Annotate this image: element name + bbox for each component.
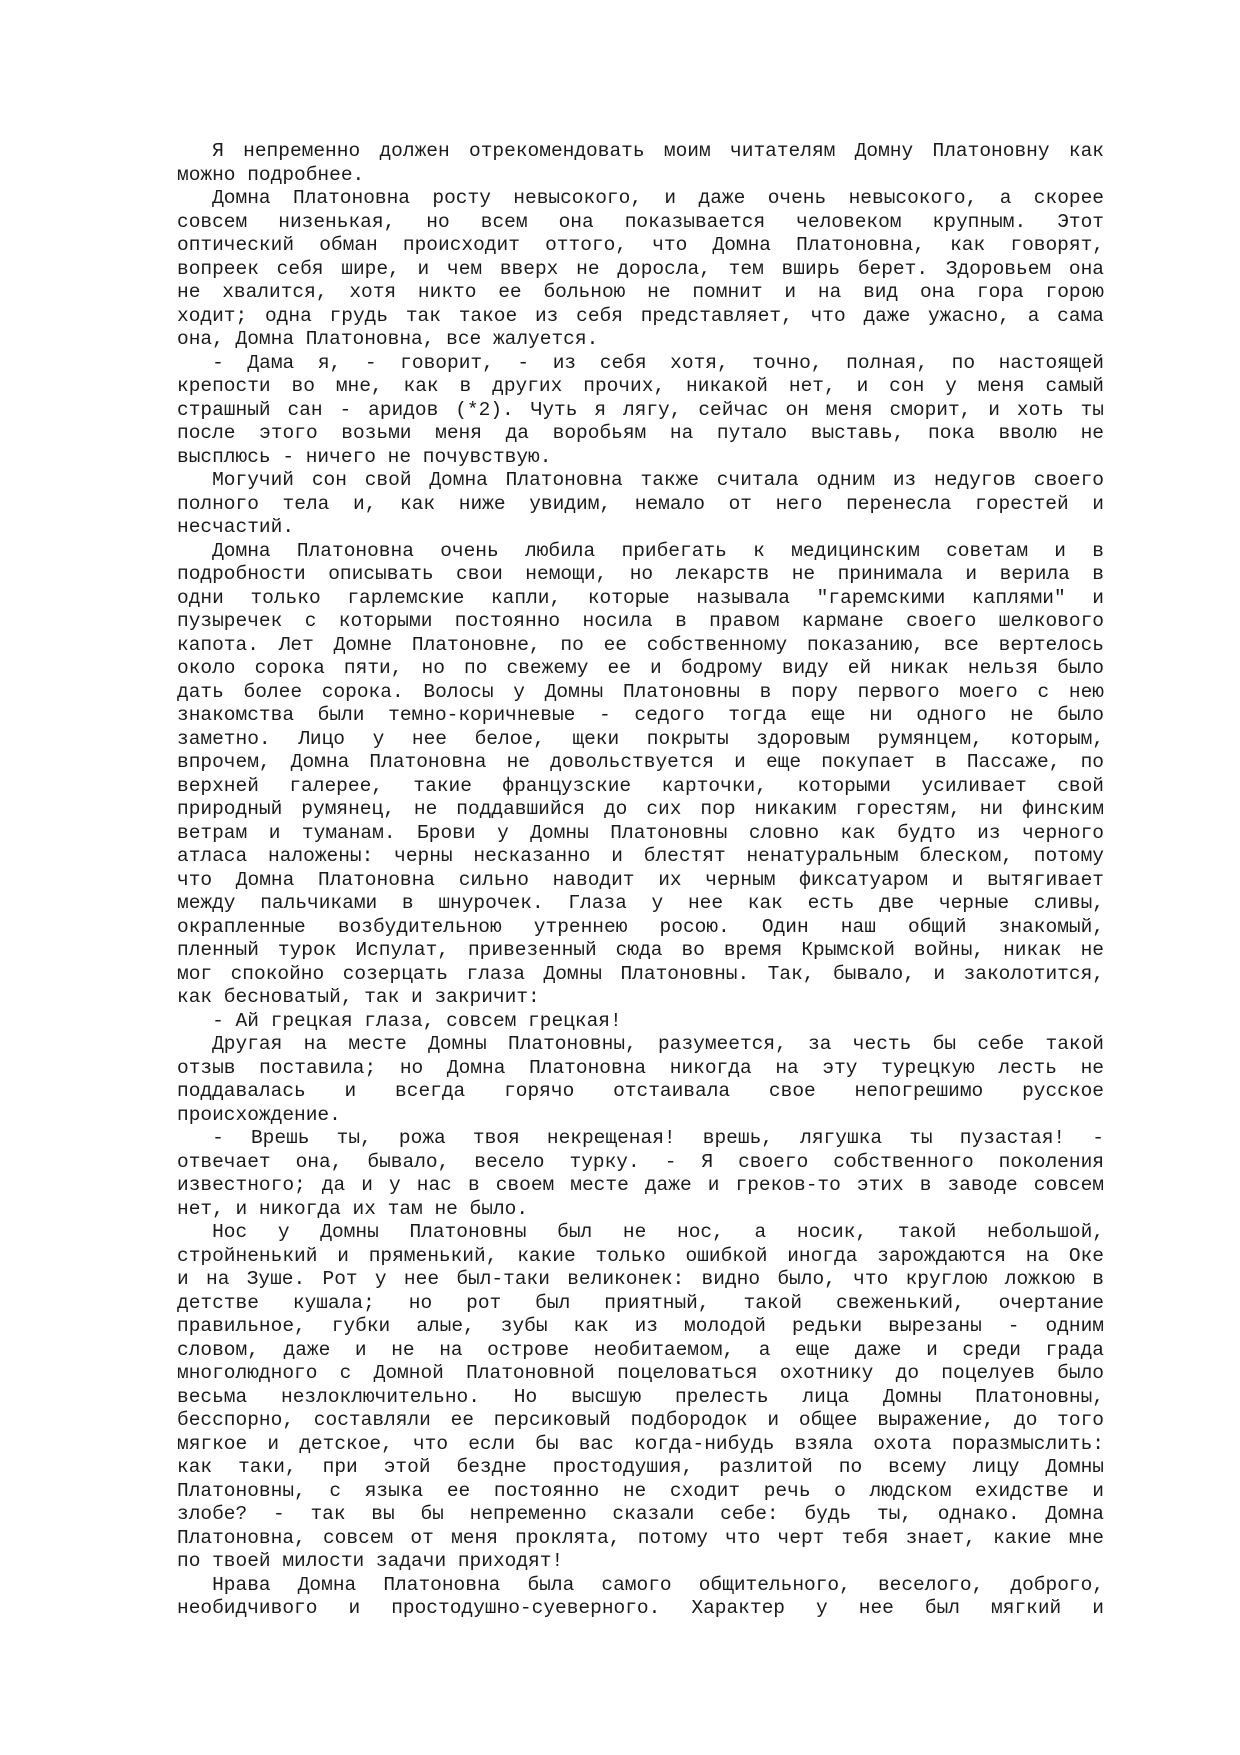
text-line: происхождение.	[177, 1103, 341, 1126]
text-line: весьма незлоключительно. Но высшую прелесть лица Домны Платоновны,	[177, 1385, 1104, 1408]
text-line: полного тела и, как ниже увидим, немало от него перенесла горестей и	[177, 492, 1104, 515]
text-line: оптический обман происходит оттого, что Домна Платоновна, как говорят,	[177, 234, 1104, 256]
text-line: совсем низенькая, но всем она показывается человеком крупным. Этот	[177, 210, 1104, 233]
text-line: бесспорно, составляли ее персиковый подбородок и общее выражение, до того	[177, 1409, 1104, 1431]
text-line: отзыв поставила; но Домна Платоновна никогда на эту турецкую лесть не	[177, 1056, 1104, 1079]
text-line: - Дама я, - говорит, - из себя хотя, точно, полная, по настоящей	[212, 351, 1104, 374]
text-line: Домна Платоновна очень любила прибегать к медицинским советам и в	[212, 539, 1104, 562]
text-line: правильное, губки алые, зубы как из молодой редьки вырезаны - одним	[177, 1315, 1104, 1337]
text-line: многолюдного с Домной Платоновной поцеловаться охотнику до поцелуев было	[177, 1362, 1104, 1384]
text-line: капота. Лет Домне Платоновне, по ее собственному показанию, все вертелось	[177, 633, 1104, 656]
text-line: между пальчиками в шнурочек. Глаза у нее как есть две черные сливы,	[177, 892, 1104, 914]
text-line: знакомства были темно-коричневые - седого тогда еще ни одного не было	[177, 704, 1104, 726]
text-line: около сорока пяти, но по свежему ее и бодрому виду ей никак нельзя было	[177, 657, 1104, 679]
text-line: стройненький и пряменький, какие только ошибкой иногда зарождаются на Оке	[177, 1244, 1104, 1267]
text-line: словом, даже и не на острове необитаемом, а еще даже и среди града	[177, 1338, 1104, 1361]
text-line: Я непременно должен отрекомендовать моим читателям Домну Платоновну как	[212, 140, 1104, 162]
text-line: известного; да и у нас в своем месте даже и греков-то этих в заводе совсем	[177, 1174, 1104, 1196]
text-line: - Ай грецкая глаза, совсем грецкая!	[177, 1009, 622, 1032]
text-line: высплюсь - ничего не почувствую.	[177, 445, 552, 468]
text-line: Платоновна, совсем от меня проклята, потому что черт тебя знает, какие мне	[177, 1526, 1104, 1549]
text-line: атласа наложены: черны несказанно и блестят ненатуральным блеском, потому	[177, 845, 1104, 867]
text-line: крепости во мне, как в других прочих, никакой нет, и сон у меня самый	[177, 375, 1104, 397]
text-line: несчастий.	[177, 516, 295, 538]
text-line: мог спокойно созерцать глаза Домны Платоновны. Так, бывало, и заколотится,	[177, 962, 1104, 985]
text-line: по твоей милости задачи приходят!	[177, 1550, 564, 1572]
text-line: мягкое и детское, что если бы вас когда-нибудь взяла охота поразмыслить:	[177, 1432, 1104, 1455]
text-line: она, Домна Платоновна, все жалуется.	[177, 328, 599, 350]
text-line: можно подробнее.	[177, 163, 365, 186]
text-line: нет, и никогда их там не было.	[177, 1197, 529, 1220]
text-line: ходит; одна грудь так такое из себя представляет, что даже ужасно, а сама	[177, 304, 1104, 327]
text-line: как таки, при этой бездне простодушия, разлитой по всему лицу Домны	[177, 1456, 1104, 1478]
text-line: необидчивого и простодушно-суеверного. Характер у нее был мягкий и	[177, 1597, 1104, 1619]
text-line: Могучий сон свой Домна Платоновна также считала одним из недугов своего	[212, 469, 1104, 491]
text-line: одни только гарлемские капли, которые называла "гаремскими каплями" и	[177, 586, 1104, 609]
text-line: окрапленные возбудительною утреннею росою. Один наш общий знакомый,	[177, 915, 1104, 938]
text-line: страшный сан - аридов (*2). Чуть я лягу, сейчас он меня сморит, и хоть ты	[177, 398, 1104, 421]
text-line: природный румянец, не поддавшийся до сих пор никаким горестям, ни финским	[177, 798, 1104, 820]
document-body-text	[177, 140, 1104, 1621]
text-line: поддавалась и всегда горячо отстаивала свое непогрешимо русское	[177, 1080, 1104, 1102]
text-line: подробности описывать свои немощи, но лекарств не принимала и верила в	[177, 563, 1104, 585]
text-line: - Врешь ты, рожа твоя некрещеная! врешь, лягушка ты пузастая! -	[212, 1127, 1104, 1149]
text-line: злобе? - так вы бы непременно сказали себе: будь ты, однако. Домна	[177, 1503, 1104, 1525]
text-line: дать более сорока. Волосы у Домны Платоновны в пору первого моего с нею	[177, 680, 1104, 703]
text-line: ветрам и туманам. Брови у Домны Платоновны словно как будто из черного	[177, 821, 1104, 844]
text-line: Нос у Домны Платоновны был не нос, а носик, такой небольшой,	[212, 1221, 1104, 1243]
text-line: после этого возьми меня да воробьям на путало выставь, пока вволю не	[177, 422, 1104, 444]
text-line: Нрава Домна Платоновна была самого общительного, веселого, доброго,	[212, 1573, 1104, 1596]
text-line: Платоновны, с языка ее постоянно не сходит речь о людском ехидстве и	[177, 1479, 1104, 1502]
text-line: и на Зуше. Рот у нее был-таки великонек: видно было, что круглою ложкою в	[177, 1268, 1104, 1290]
text-line: верхней галерее, такие французские карточки, которыми усиливает свой	[177, 774, 1104, 797]
text-line: впрочем, Домна Платоновна не довольствуется и еще покупает в Пассаже, по	[177, 751, 1104, 773]
text-line: не хвалится, хотя никто ее больною не помнит и на вид она гора горою	[177, 281, 1104, 303]
text-line: заметно. Лицо у нее белое, щеки покрыты здоровым румянцем, которым,	[177, 727, 1104, 750]
text-line: что Домна Платоновна сильно наводит их черным фиксатуаром и вытягивает	[177, 868, 1104, 891]
text-line: отвечает она, бывало, весело турку. - Я своего собственного поколения	[177, 1150, 1104, 1173]
text-line: пленный турок Испулат, привезенный сюда во время Крымской войны, никак не	[177, 939, 1104, 961]
text-line: как бесноватый, так и закричит:	[177, 986, 540, 1008]
text-line: Другая на месте Домны Платоновны, разумеется, за честь бы себе такой	[212, 1033, 1104, 1055]
text-line: вопреек себя шире, и чем вверх не доросла, тем вширь берет. Здоровьем она	[177, 257, 1104, 280]
text-line: пузыречек с которыми постоянно носила в правом кармане своего шелкового	[177, 610, 1104, 632]
text-line: детстве кушала; но рот был приятный, такой свеженький, очертание	[177, 1291, 1104, 1314]
text-line: Домна Платоновна росту невысокого, и даже очень невысокого, а скорее	[212, 187, 1104, 209]
